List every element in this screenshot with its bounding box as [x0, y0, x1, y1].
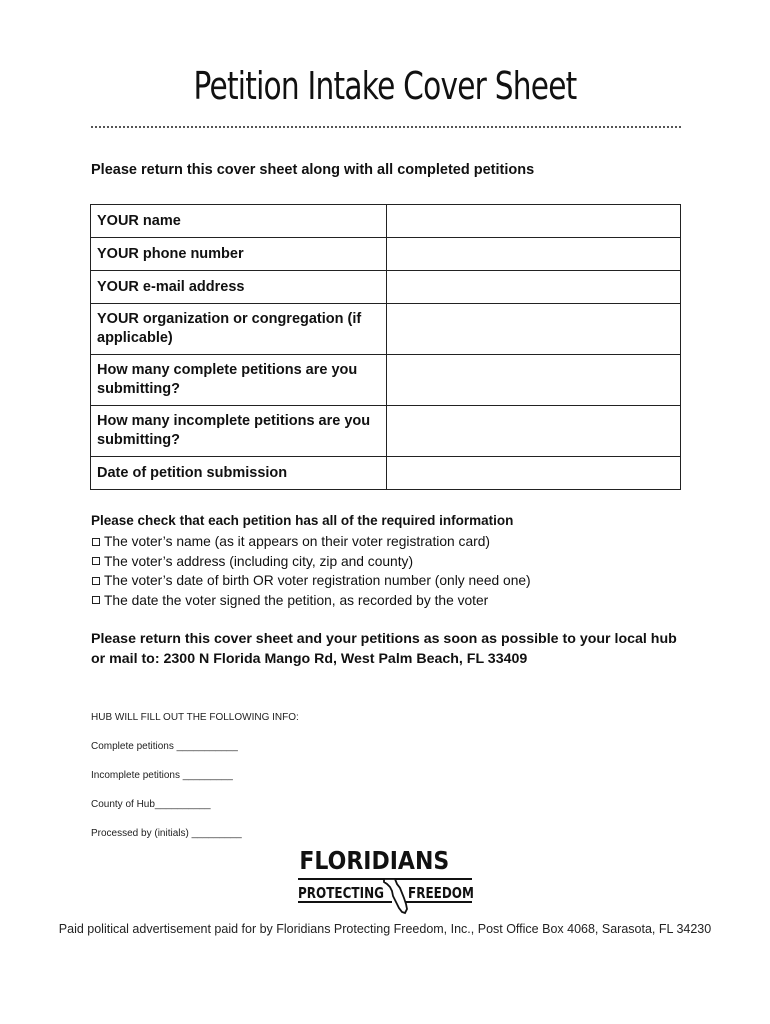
checklist [91, 532, 531, 610]
hub-heading: HUB WILL FILL OUT THE FOLLOWING INFO: [91, 712, 299, 723]
field-input-phone[interactable] [387, 238, 681, 271]
field-label-name: YOUR name [91, 205, 387, 238]
florida-state-icon [296, 846, 476, 916]
hub-processed-by: Processed by (initials) _________ [91, 828, 242, 839]
field-label-phone: YOUR phone number [91, 238, 387, 271]
checkbox-icon[interactable] [92, 577, 100, 585]
checkbox-icon[interactable] [92, 596, 100, 604]
checklist-item [91, 552, 531, 572]
field-input-organization[interactable] [387, 304, 681, 355]
checkbox-icon[interactable] [92, 557, 100, 565]
checklist-item-label: The voter’s name (as it appears on their voter registration card) [104, 534, 490, 549]
field-label-date: Date of petition submission [91, 457, 387, 490]
hub-incomplete-petitions: Incomplete petitions _________ [91, 770, 233, 781]
hub-county: County of Hub__________ [91, 799, 211, 810]
field-input-incomplete-count[interactable] [387, 406, 681, 457]
field-input-complete-count[interactable] [387, 355, 681, 406]
checklist-item-label: The voter’s address (including city, zip and county) [104, 553, 414, 569]
intake-form-table [90, 204, 681, 490]
field-label-email: YOUR e-mail address [91, 271, 387, 304]
return-instructions: Please return this cover sheet and your petitions as soon as possible to your local hub or mail to: 2300 N Florida Mango Rd, West Palm Beach, FL 33409 [91, 631, 677, 667]
intro-text: Please return this cover sheet along with all completed petitions [91, 162, 535, 178]
logo-word-protecting: PROTECTING [298, 884, 384, 902]
form-row [91, 304, 681, 355]
checklist-item [91, 571, 531, 591]
field-input-date[interactable] [387, 457, 681, 490]
field-label-incomplete-count: How many incomplete petitions are you submitting? [91, 406, 387, 457]
form-row [91, 457, 681, 490]
checklist-item-label: The voter’s date of birth OR voter registration number (only need one) [104, 573, 531, 588]
hub-complete-petitions: Complete petitions ___________ [91, 741, 238, 752]
dotted-divider [91, 126, 681, 128]
page-title: Petition Intake Cover Sheet [193, 64, 577, 108]
field-input-email[interactable] [387, 271, 681, 304]
checklist-item [91, 591, 531, 611]
field-label-organization: YOUR organization or congregation (if applicable) [91, 304, 387, 355]
checkbox-icon[interactable] [92, 538, 100, 546]
form-row [91, 406, 681, 457]
field-label-complete-count: How many complete petitions are you submitting? [91, 355, 387, 406]
form-row [91, 238, 681, 271]
footer-disclaimer: Paid political advertisement paid for by Floridians Protecting Freedom, Inc., Post Office Box 4068, Sarasota, FL 34230 [58, 922, 712, 936]
form-row [91, 205, 681, 238]
logo-title: FLORIDIANS [299, 846, 450, 875]
checklist-title: Please check that each petition has all of the required information [91, 513, 514, 528]
floridians-protecting-freedom-logo [296, 846, 476, 916]
form-row [91, 355, 681, 406]
logo-word-freedom: FREEDOM [408, 884, 474, 902]
form-row [91, 271, 681, 304]
field-input-name[interactable] [387, 205, 681, 238]
checklist-item-label: The date the voter signed the petition, as recorded by the voter [104, 592, 489, 608]
checklist-item [91, 532, 531, 552]
